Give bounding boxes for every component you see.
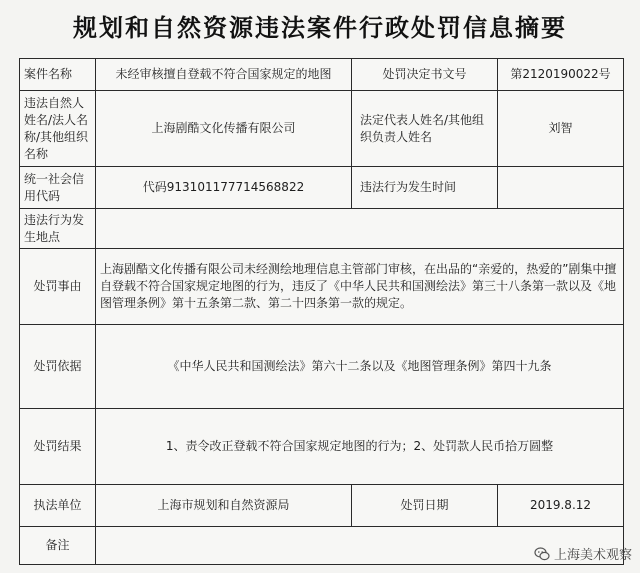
watermark-text: 上海美术观察 (553, 548, 632, 563)
party-label: 违法自然人姓名/法人名称/其他组织名称 (20, 91, 96, 167)
date-label: 处罚日期 (352, 485, 498, 527)
table-row-violation-place (20, 209, 624, 249)
reason-value: 上海剧酷文化传播有限公司未经测绘地理信息主管部门审核，在出品的“亲爱的，热爱的”剧集中擅自登载不符合国家规定地图的行为，违反了《中华人民共和国测绘法》第三十八条第一款以及《地图管理条例》第十五条第二款、第二十四条第一款的规定。 (96, 249, 624, 325)
violation-time-value (498, 167, 624, 209)
reason-label: 处罚事由 (20, 249, 96, 325)
document-title: 规划和自然资源违法案件行政处罚信息摘要 (73, 14, 567, 42)
penalty-info-table (19, 58, 624, 565)
violation-place-label: 违法行为发生地点 (20, 209, 96, 249)
table-row-basis (20, 325, 624, 409)
remark-label: 备注 (20, 527, 96, 565)
rep-label: 法定代表人姓名/其他组织负责人姓名 (352, 91, 498, 167)
decision-no-label: 处罚决定书文号 (352, 59, 498, 91)
result-value: 1、责令改正登载不符合国家规定地图的行为；2、处罚款人民币拾万圆整 (96, 409, 624, 485)
basis-label: 处罚依据 (20, 325, 96, 409)
credit-code-value: 代码913101177714568822 (96, 167, 352, 209)
decision-no-value: 第2120190022号 (498, 59, 624, 91)
violation-place-value (96, 209, 624, 249)
case-name-value: 未经审核擅自登载不符合国家规定的地图 (96, 59, 352, 91)
party-value: 上海剧酷文化传播有限公司 (96, 91, 352, 167)
case-name-label: 案件名称 (20, 59, 96, 91)
basis-value: 《中华人民共和国测绘法》第六十二条以及《地图管理条例》第四十九条 (96, 325, 624, 409)
credit-code-label: 统一社会信用代码 (20, 167, 96, 209)
table-row-party (20, 91, 624, 167)
unit-value: 上海市规划和自然资源局 (96, 485, 352, 527)
table-row-remark (20, 527, 624, 565)
source-watermark (534, 544, 632, 563)
table-row-unit (20, 485, 624, 527)
rep-value: 刘智 (498, 91, 624, 167)
date-value: 2019.8.12 (498, 485, 624, 527)
result-label: 处罚结果 (20, 409, 96, 485)
unit-label: 执法单位 (20, 485, 96, 527)
table-row-credit-code (20, 167, 624, 209)
table-row-case-name (20, 59, 624, 91)
violation-time-label: 违法行为发生时间 (352, 167, 498, 209)
wechat-bubble-icon (534, 546, 550, 562)
table-row-result (20, 409, 624, 485)
table-row-reason (20, 249, 624, 325)
